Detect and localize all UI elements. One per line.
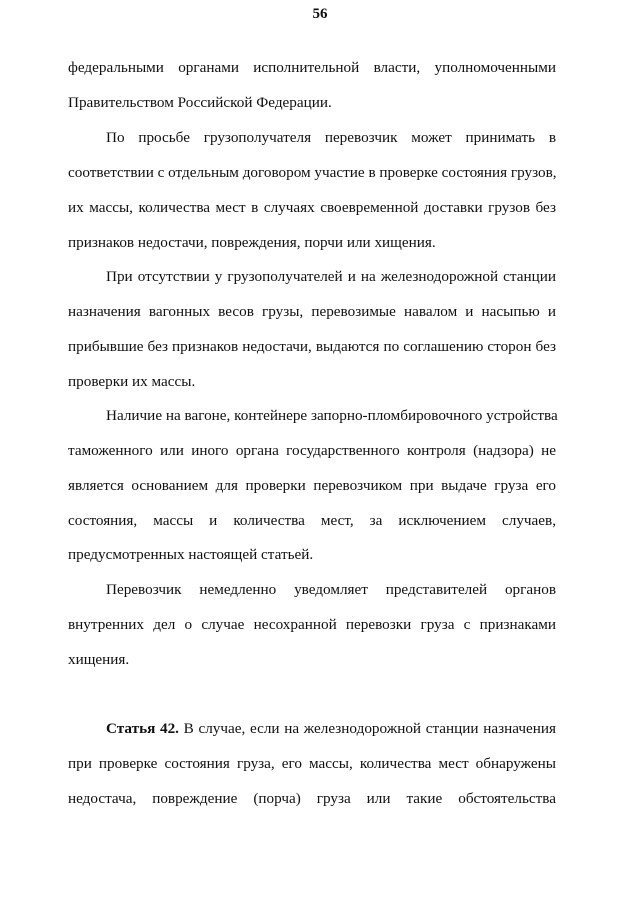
text-line: федеральными органами исполнительной власти, уполномоченными [68, 59, 556, 76]
text-line: признаков недостачи, повреждения, порчи или хищения. [68, 234, 436, 251]
text-line: при проверке состояния груза, его массы, количества мест обнаружены [68, 755, 556, 772]
text-line: назначения вагонных весов грузы, перевозимые навалом и насыпью и [68, 303, 556, 320]
article-heading: Статья 42. [106, 720, 179, 737]
article-first-line-text: В случае, если на железнодорожной станции назначения [178, 720, 556, 737]
text-line: недостача, повреждение (порча) груза или такие обстоятельства [68, 790, 556, 807]
text-line: хищения. [68, 651, 130, 668]
text-line: прибывшие без признаков недостачи, выдаются по соглашению сторон без [68, 338, 556, 355]
page-number: 56 [312, 6, 328, 22]
text-line: предусмотренных настоящей статьей. [68, 546, 314, 563]
text-line: состояния, массы и количества мест, за исключением случаев, [68, 512, 556, 529]
text-line: таможенного или иного органа государственного контроля (надзора) не [68, 442, 556, 459]
text-line: По просьбе грузополучателя перевозчик может принимать в [106, 129, 556, 146]
text-line: соответствии с отдельным договором участие в проверке состояния грузов, [68, 164, 557, 181]
text-line: Правительством Российской Федерации. [68, 94, 332, 111]
text-line: При отсутствии у грузополучателей и на железнодорожной станции [106, 268, 556, 285]
text-line: Перевозчик немедленно уведомляет представителей органов [106, 581, 556, 598]
text-line: является основанием для проверки перевозчиком при выдаче груза его [68, 477, 556, 494]
article-first-line [106, 719, 556, 739]
text-line: внутренних дел о случае несохранной перевозки груза с признаками [68, 616, 556, 633]
text-line: проверки их массы. [68, 373, 196, 390]
text-line: Наличие на вагоне, контейнере запорно-пломбировочного устройства [106, 407, 558, 424]
text-line: их массы, количества мест в случаях своевременной доставки грузов без [68, 199, 556, 216]
